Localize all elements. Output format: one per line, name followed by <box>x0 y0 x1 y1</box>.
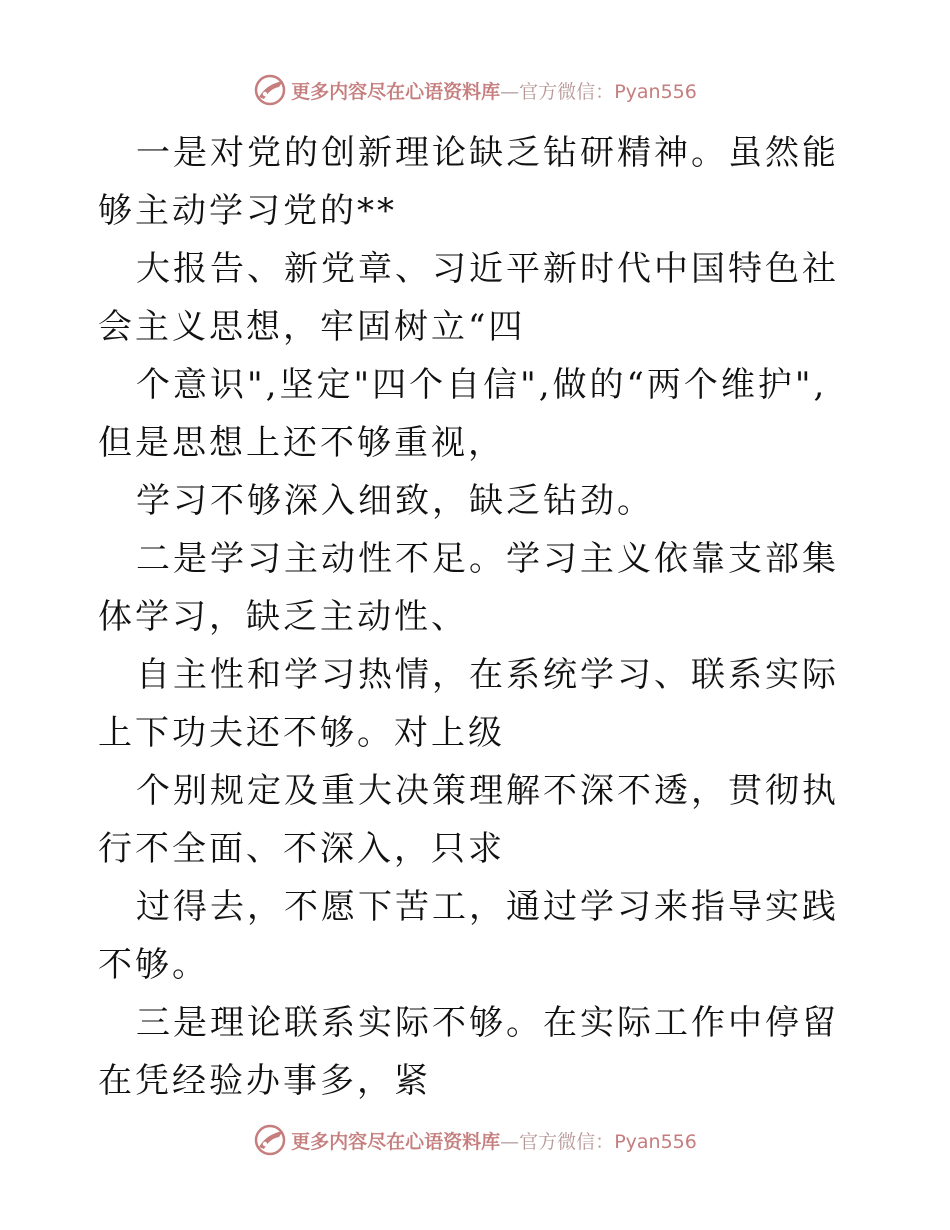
paragraph: 个别规定及重大决策理解不深不透，贯彻执行不全面、不深入，只求 <box>98 771 839 869</box>
pen-logo-icon <box>253 1123 287 1157</box>
paragraph: 大报告、新党章、习近平新时代中国特色社会主义思想，牢固树立“四 <box>98 249 839 347</box>
paragraph: 三是理论联系实际不够。在实际工作中停留在凭经验办事多，紧 <box>98 1003 839 1101</box>
paragraph: 二是学习主动性不足。学习主义依靠支部集体学习，缺乏主动性、 <box>98 539 839 637</box>
pen-logo-icon <box>253 73 287 107</box>
paragraph: 过得去，不愿下苦工，通过学习来指导实践不够。 <box>98 887 839 985</box>
paragraph: 自主性和学习热情，在系统学习、联系实际上下功夫还不够。对上级 <box>98 655 839 753</box>
paragraph: 学习不够深入细致，缺乏钻劲。 <box>136 481 654 521</box>
header-watermark <box>0 72 950 108</box>
watermark-wechat-id: Pyan556 <box>614 1130 697 1153</box>
paragraph: 一是对党的创新理论缺乏钻研精神。虽然能够主动学习党的** <box>98 133 839 231</box>
watermark-text <box>291 77 697 104</box>
document-body <box>98 124 858 1110</box>
watermark-separator: — <box>500 1130 520 1153</box>
footer-watermark <box>0 1122 950 1158</box>
watermark-main: 更多内容尽在心语资料库 <box>291 80 501 103</box>
paragraph: 个意识",坚定"四个自信",做的“两个维护",但是思想上还不够重视， <box>98 365 828 463</box>
watermark-wechat-id: Pyan556 <box>614 80 697 103</box>
watermark-wechat-label: 官方微信： <box>519 80 615 103</box>
watermark-text <box>291 1127 697 1154</box>
watermark-wechat-label: 官方微信： <box>519 1130 615 1153</box>
watermark-separator: — <box>500 80 520 103</box>
watermark-main: 更多内容尽在心语资料库 <box>291 1130 501 1153</box>
